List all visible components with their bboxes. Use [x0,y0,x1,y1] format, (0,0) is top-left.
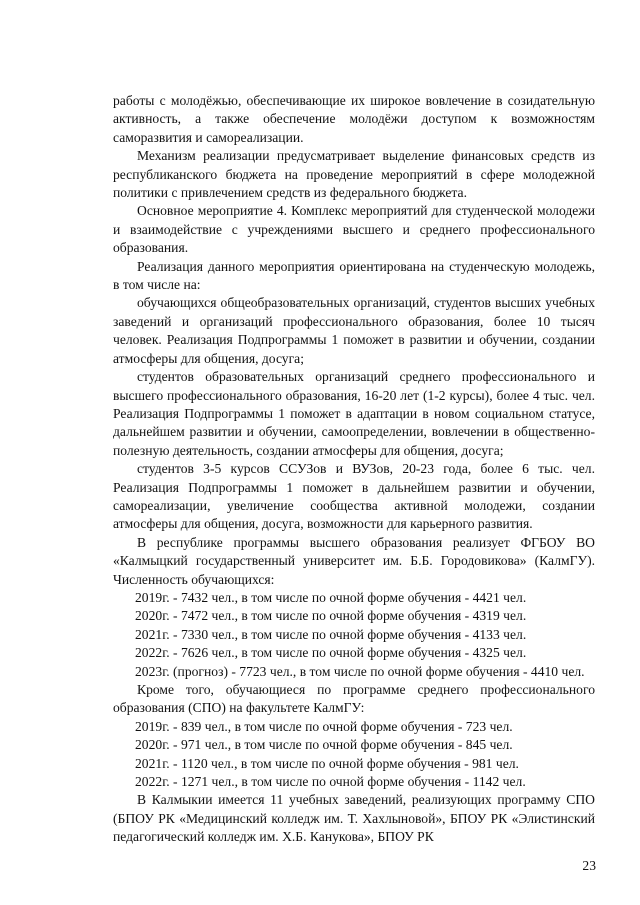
paragraph-students-3-5-course: студентов 3-5 курсов ССУЗов и ВУЗов, 20-23 года, более 6 тыс. чел. Реализация Подпрограммы 1 поможет в дальнейшем развитии и обучении, самореализации, увеличение сообщества активной молодежи, создании атмосферы для общения, досуга, возможности для карьерного развития. [113,461,595,532]
spo-line-2021: 2021г. - 1120 чел., в том числе по очной форме обучения - 981 чел. [135,755,519,771]
stat-line-2021: 2021г. - 7330 чел., в том числе по очной форме обучения - 4133 чел. [135,626,527,642]
spo-line-2019: 2019г. - 839 чел., в том числе по очной форме обучения - 723 чел. [135,718,513,734]
stat-line-2022: 2022г. - 7626 чел., в том числе по очной форме обучения - 4325 чел. [135,645,527,661]
paragraph-students-1-2-course: студентов образовательных организаций среднего профессионального и высшего профессионального образования, 16-20 лет (1-2 курсы), более 4 тыс. чел. Реализация Подпрограммы 1 поможет в адаптации в новом социальном статусе, дальнейшем развитии и обучении, самоопределении, вовлечении в общественно-полезную деятельность, создании атмосферы для общения, досуга; [113,369,595,458]
spo-line-2022: 2022г. - 1271 чел., в том числе по очной форме обучения - 1142 чел. [135,774,526,790]
spo-line-2020: 2020г. - 971 чел., в том числе по очной форме обучения - 845 чел. [135,737,513,753]
paragraph-spo: Кроме того, обучающиеся по программе среднего профессионального образования (СПО) на факультете КалмГУ: [113,682,595,716]
stat-line-2020: 2020г. - 7472 чел., в том числе по очной форме обучения - 4319 чел. [135,608,527,624]
paragraph-continuation: работы с молодёжью, обеспечивающие их широкое вовлечение в созидательную активность, а также обеспечение молодёжи доступом к возможностям саморазвития и самореализации. [113,93,595,145]
paragraph-kalmykia-colleges: В Калмыкии имеется 11 учебных заведений, реализующих программу СПО (БПОУ РК «Медицинский колледж им. Т. Хахлыновой», БПОУ РК «Элистинский педагогический колледж им. Х.Б. Канукова», БПОУ РК [113,792,595,845]
paragraph-target-audience: Реализация данного мероприятия ориентирована на студенческую молодежь, в том числе на: [113,258,595,293]
stat-line-2023-forecast: 2023г. (прогноз) - 7723 чел., в том числе по очной форме обучения - 4410 чел. [135,663,585,679]
paragraph-kalmgu: В республике программы высшего образования реализует ФГБОУ ВО «Калмыцкий государственный университет им. Б.Б. Городовикова» (КалмГУ). Численность обучающихся: [113,534,595,587]
body-text [113,92,595,847]
paragraph-mechanism: Механизм реализации предусматривает выделение финансовых средств из республиканского бюджета на проведение мероприятий в сфере молодежной политики с привлечением средств из федерального бюджета. [113,148,595,201]
paragraph-main-activity-4: Основное мероприятие 4. Комплекс мероприятий для студенческой молодежи и взаимодействие с учреждениями высшего и среднего профессионального образования. [113,203,595,256]
page-number: 23 [582,858,596,873]
stat-line-2019: 2019г. - 7432 чел., в том числе по очной форме обучения - 4421 чел. [135,589,527,605]
paragraph-students-general: обучающихся общеобразовательных организаций, студентов высших учебных заведений и организаций профессионального образования, более 10 тысяч человек. Реализация Подпрограммы 1 поможет в развитии и обучении, создании атмосферы для общения, досуга; [113,295,595,366]
